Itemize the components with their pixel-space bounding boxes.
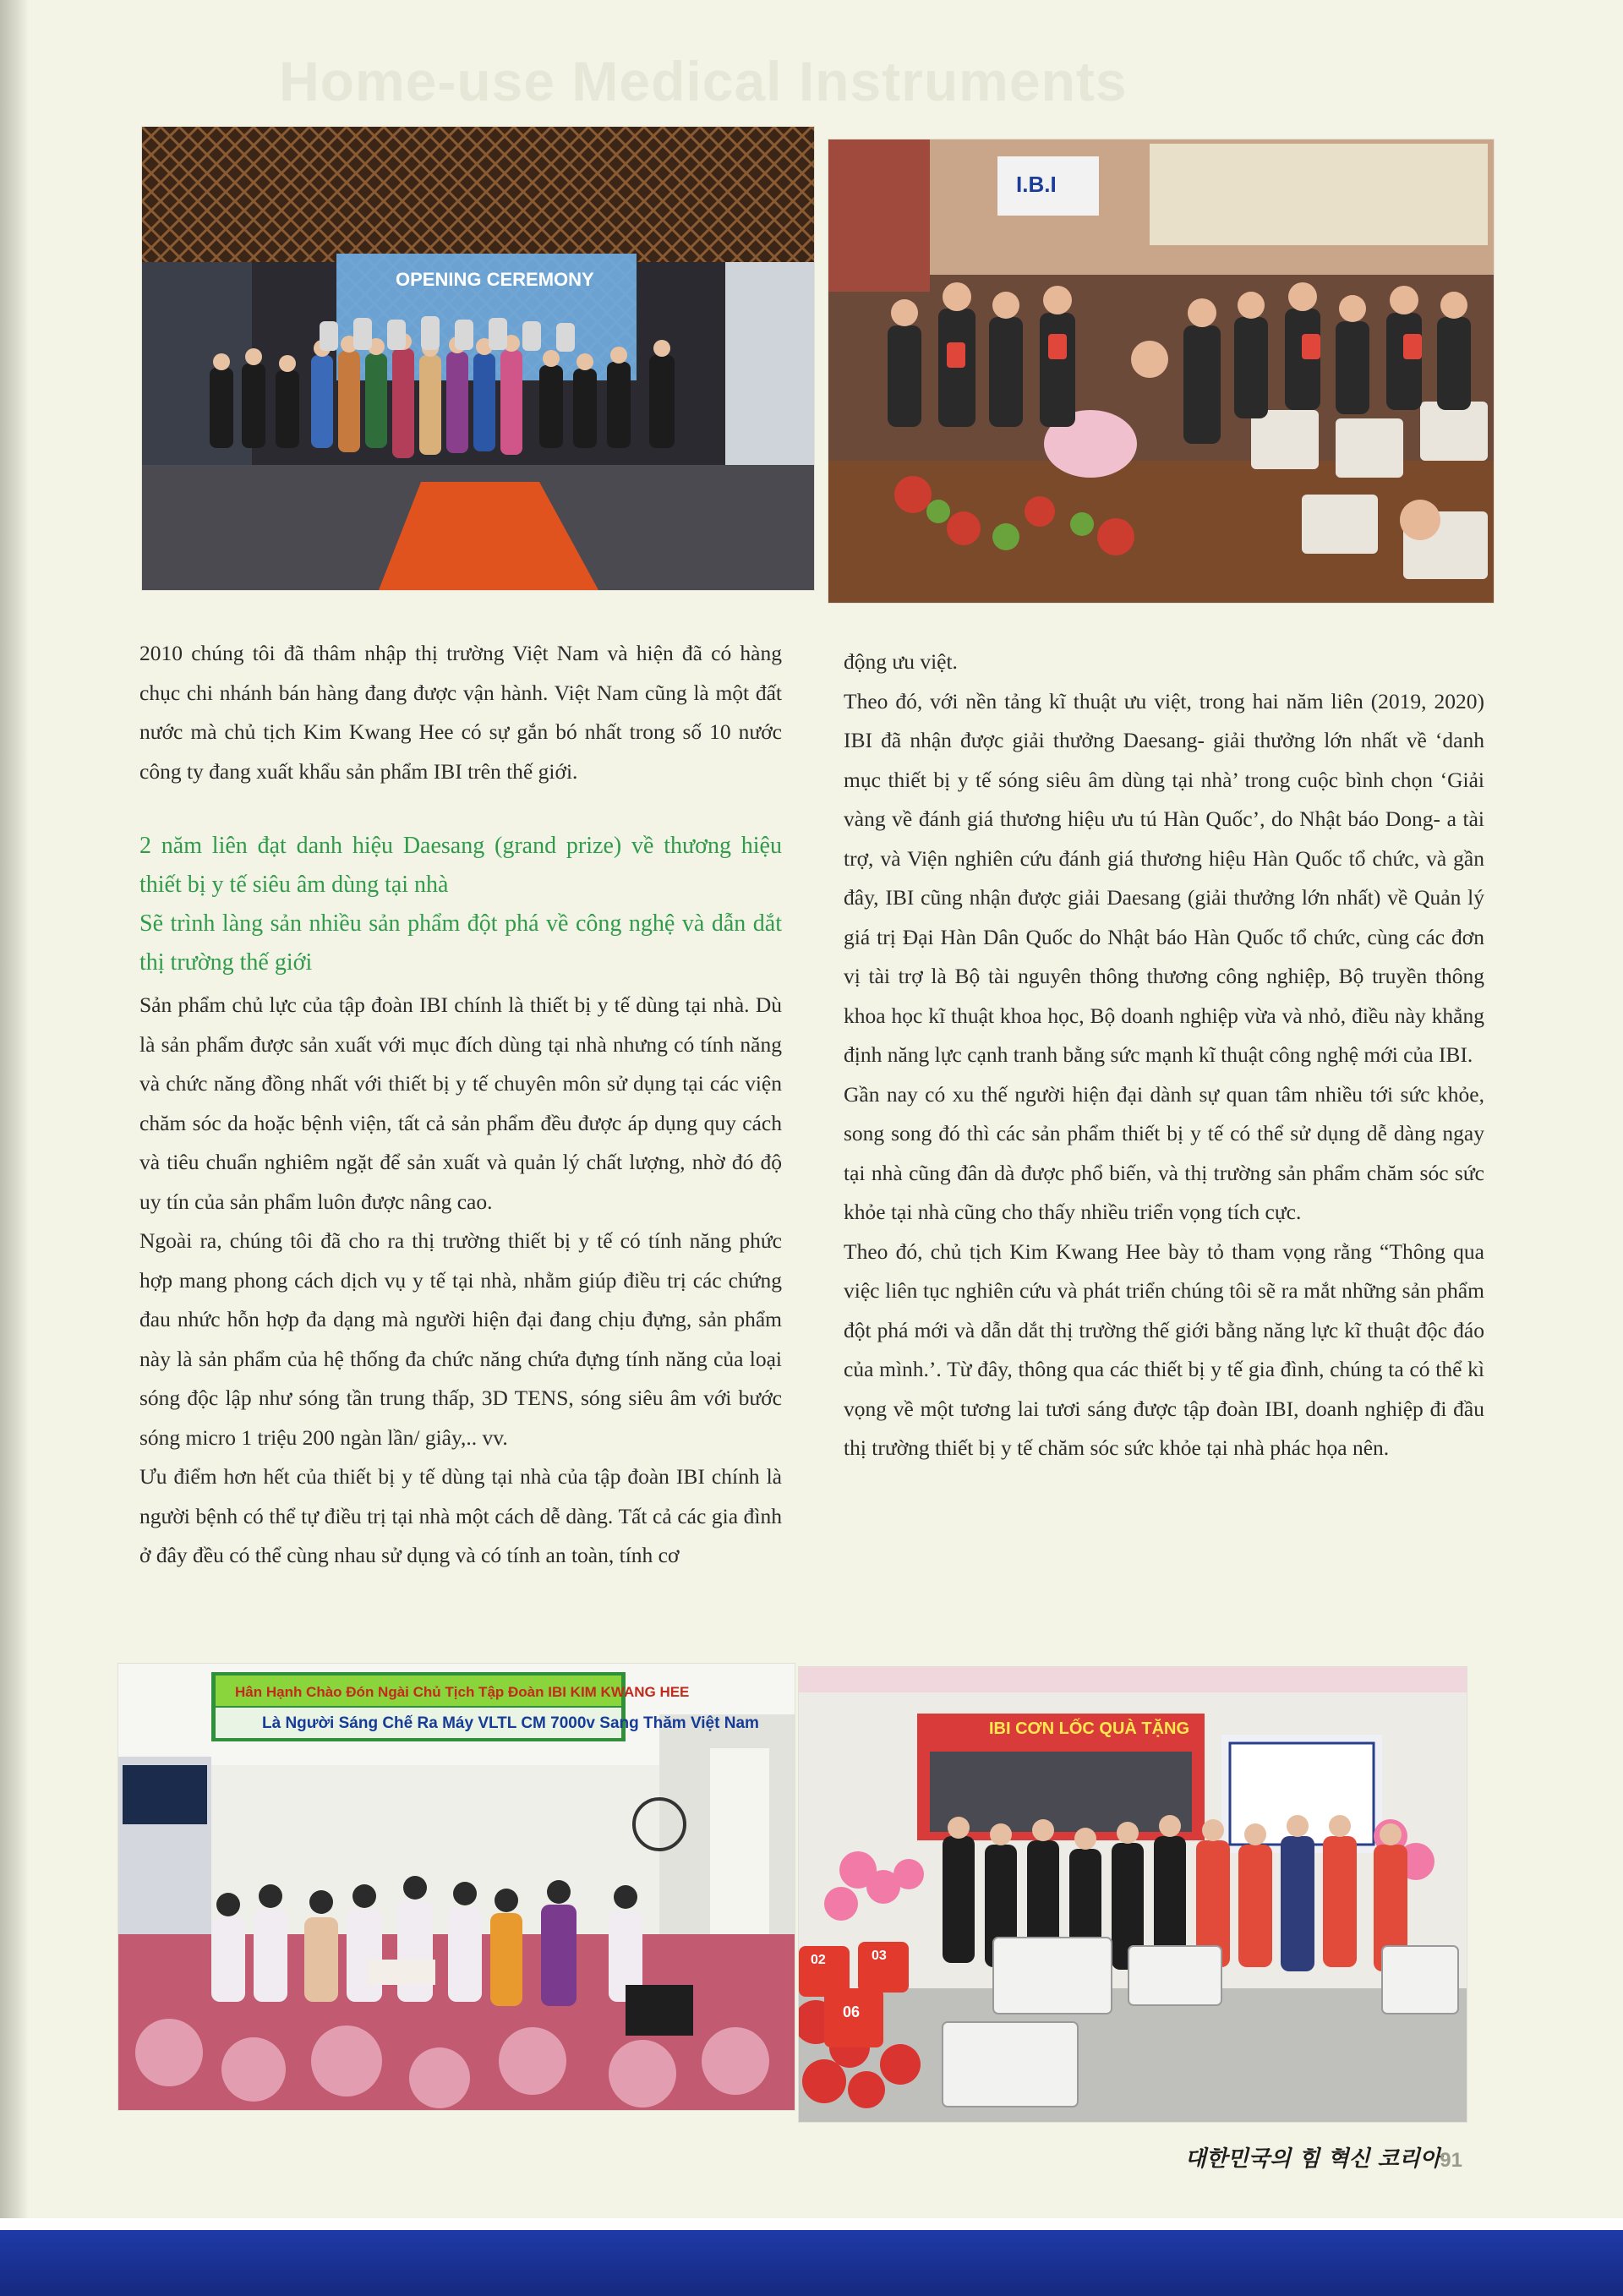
banner-welcome-line1: Hân Hạnh Chào Đón Ngài Chủ Tịch Tập Đoàn IBI KIM KWANG HEE — [235, 1684, 690, 1700]
paragraph-ambition: Theo đó, chủ tịch Kim Kwang Hee bày tỏ tham vọng rằng “Thông qua việc liên tục nghiên cứu và phát triển chúng tôi sẽ ra mắt những sản phẩm đột phá mới và dẫn dắt thị trường thế giới bằng năng lực kĩ thuật độc đáo của mình.’. Từ đây, thông qua các thiết bị y tế gia đình, chúng ta có thể kì vọng về một tương lai tươi sáng được tập đoàn IBI, doanh nghiệp đi đầu thị trường thiết bị y tế chăm sóc sức khỏe tại nhà phác họa nên. — [844, 1238, 1484, 1460]
subheading-daesang: 2 năm liên đạt danh hiệu Daesang (grand prize) về thương hiệu thiết bị y tế siêu âm dùng tại nhà — [139, 833, 782, 898]
banner-welcome-line2: Là Người Sáng Chế Ra Máy VLTL CM 7000v Sang Thăm Việt Nam — [262, 1714, 759, 1732]
footer-brand: 대한민국의 힘 혁신 코리아 — [1184, 2146, 1441, 2172]
paragraph-complex-device: Ngoài ra, chúng tôi đã cho ra thị trường thiết bị y tế có tính năng phức hợp mang phong cách dịch vụ y tế tại nhà, nhằm giúp điều trị các chứng đau nhức hỗn hợp đa dạng mà người hiện đại đang chịu đựng, sản phẩm này là sản phẩm của hệ thống đa chức năng chứa đựng tính năng của loại sóng độc lập như sóng tần trung thấp, 3D TENS, sóng siêu âm với bước sóng micro 1 triệu 200 ngàn lần/ giây,.. vv. — [139, 1228, 782, 1450]
left-text-column — [139, 634, 782, 1576]
photo-welcome-event — [118, 1664, 795, 2110]
paragraph-advantages: Ưu điểm hơn hết của thiết bị y tế dùng tại nhà của tập đoàn IBI chính là người bệnh có thể tự điều trị tại nhà một cách dễ dàng. Tất cả các gia đình ở đây đều có thể cùng nhau sử dụng và có tính an toàn, tính cơ — [139, 1464, 782, 1567]
footer-bar — [0, 2230, 1623, 2296]
paragraph-health-trend: Gần nay có xu thế người hiện đại dành sự quan tâm nhiều tới sức khỏe, song song đó thì các sản phẩm thiết bị y tế có thể sử dụng dễ dàng ngay tại nhà cũng đân dà được phổ biến, và thị trường sản phẩm chăm sóc sức khỏe tại nhà cũng cho thấy nhiều triển vọng tích cực. — [844, 1081, 1484, 1224]
photo-gift-event — [799, 1667, 1467, 2122]
paragraph-main-product: Sản phẩm chủ lực của tập đoàn IBI chính là thiết bị y tế dùng tại nhà. Dù là sản phẩm được sản xuất với mục đích dùng tại nhà nhưng có tính năng và chức năng đồng nhất với thiết bị y tế chuyên môn sử dụng tại các viện chăm sóc da hoặc bệnh viện, tất cả sản phẩm đều được áp dụng quy cách và tiêu chuẩn nghiêm ngặt để sản xuất và quản lý chất lượng, nhờ đó độ uy tín của sản phẩm luôn được nâng cao. — [139, 992, 782, 1214]
subheading-breakthrough: Sẽ trình làng sản nhiều sản phẩm đột phá về công nghệ và dẫn dắt thị trường thế giới — [139, 910, 782, 976]
seat-number-06: 06 — [843, 2004, 861, 2020]
seat-number-03: 03 — [872, 1949, 887, 1963]
banner-opening-ceremony: OPENING CEREMONY — [396, 269, 594, 290]
banner-gift: IBI CƠN LỐC QUÀ TẶNG — [989, 1719, 1190, 1738]
ibi-logo: I.B.I — [1016, 172, 1057, 197]
right-text-column — [844, 642, 1484, 1468]
ghost-heading: Home-use Medical Instruments — [279, 50, 1128, 108]
footer-gap — [0, 2218, 1623, 2230]
page-gutter-shadow — [0, 0, 29, 2296]
paragraph-continuation: động ưu việt. — [844, 649, 958, 674]
page-number: 91 — [1440, 2149, 1462, 2172]
photo-ibi-celebration — [828, 139, 1494, 603]
paragraph-awards: Theo đó, với nền tảng kĩ thuật ưu việt, trong hai năm liên (2019, 2020) IBI đã nhận được giải thưởng Daesang- giải thưởng lớn nhất về ‘danh mục thiết bị y tế sóng siêu âm dùng tại nhà’ trong cuộc bình chọn ‘Giải vàng về đánh giá thương hiệu ưu tú Hàn Quốc’, do Nhật báo Dong- a tài trợ, và Viện nghiên cứu đánh giá thương hiệu Hàn Quốc tổ chức, và gần đây, IBI cũng nhận được giải Daesang (giải thưởng lớn nhất) về Quản lý giá trị Đại Hàn Dân Quốc do Nhật báo Hàn Quốc tổ chức, cùng các đơn vị tài trợ là Bộ tài nguyên thông thương công nghiệp, Bộ truyền thông khoa học kĩ thuật khoa học, Bộ doanh nghiệp vừa và nhỏ, điều này khẳng định năng lực cạnh tranh bằng sức mạnh kĩ thuật công nghệ mới của IBI. — [844, 688, 1484, 1067]
photo-opening-ceremony — [142, 127, 814, 590]
intro-paragraph: 2010 chúng tôi đã thâm nhập thị trường Việt Nam và hiện đã có hàng chục chi nhánh bán hàng đang được vận hành. Việt Nam cũng là một đất nước mà chủ tịch Kim Kwang Hee có sự gắn bó nhất trong số 10 nước công ty đang xuất khẩu sản phẩm IBI trên thế giới. — [139, 641, 782, 784]
seat-number-02: 02 — [811, 1953, 826, 1967]
